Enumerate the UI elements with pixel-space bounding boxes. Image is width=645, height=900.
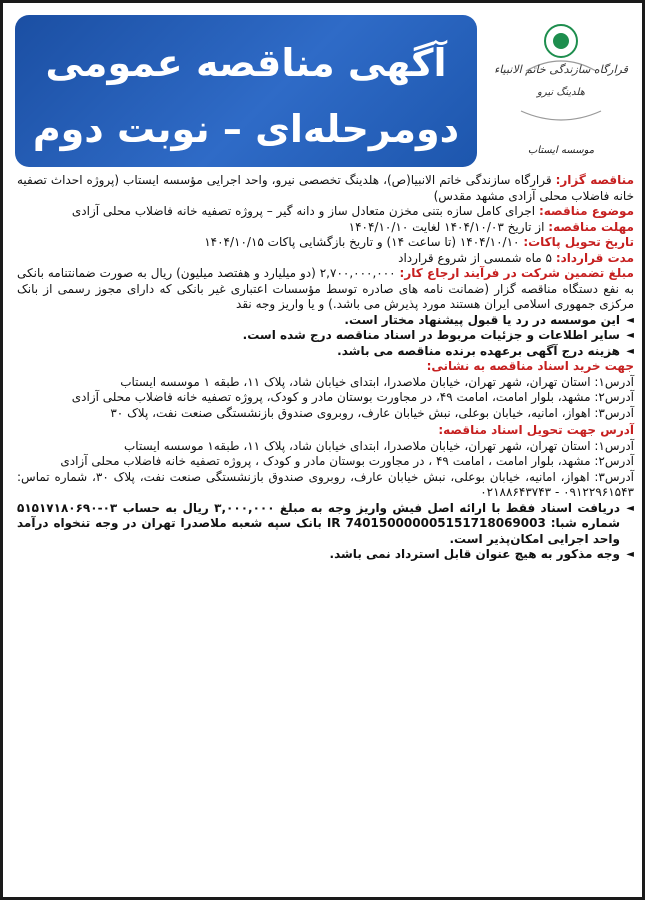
delivery-address-2: آدرس۲: مشهد، بلوار امامت ، امامت ۴۹ ، در مجاورت بوستان مادر و کودک ، پروژه تصفیه خانه فاضلاب محلی آزادی <box>60 454 634 468</box>
refund-note: ◄ وجه مذکور به هیچ عنوان قابل استرداد نمی باشد. <box>17 547 634 563</box>
bullet-item: ◄ سایر اطلاعات و جزئیات مربوط در اسناد مناقصه درج شده است. <box>17 328 634 344</box>
organizer-row <box>17 173 634 204</box>
bullet-item: ◄ هزینه درج آگهی برعهده برنده مناقصه می باشد. <box>17 344 634 360</box>
guarantee-value: ۲,۷۰۰,۰۰۰,۰۰۰ (دو میلیارد و هفتصد میلیون) ریال به صورت ضمانتنامه بانکی به نفع دستگاه مناقصه گزار (ضمانت نامه های صادره توسط مؤسسات اعتباری غیر بانکی که دارای مجوز رسمی از بانک مرکزی جمهوری اسلامی ایران هستند مورد پذیرش می باشد.) و یا واریز وجه نقد <box>17 266 634 311</box>
emblem-icon <box>496 11 626 141</box>
deadline-value: از تاریخ ۱۴۰۴/۱۰/۰۳ لغایت ۱۴۰۴/۱۰/۱۰ <box>348 219 545 234</box>
delivery-address-1: آدرس۱: استان تهران، شهر تهران، خیابان ملاصدرا، ابتدای خیابان شاد، پلاک ۱۱، طبقه۱ موسسه ایستاب <box>124 438 634 453</box>
title-line-2: دومرحله‌ای – نوبت دوم <box>32 107 460 151</box>
notice-body <box>17 173 634 563</box>
payment-note: ◄ دریافت اسناد فقط با ارائه اصل فیش واریز وجه به مبلغ ۳,۰۰۰,۰۰۰ ریال به حساب ۰۳-۵۱۵۱۷۱۸۰۶۹۰ شماره شبا: IR 740150000005151718069003 بانک سپه شعبه ملاصدرا تهران در وجه تنخواه درآمد واحد اجرایی امکان‌پذیر است. <box>17 501 634 548</box>
subject-label: موضوع مناقصه: <box>538 204 634 218</box>
subject-value: اجرای کامل سازه بتنی مخزن متعادل ساز و دانه گیر – پروژه تصفیه خانه فاضلاب محلی آزادی <box>71 204 536 218</box>
deadline-label: مهلت مناقصه: <box>548 219 634 234</box>
subject-row <box>17 204 634 220</box>
organizer-value: قرارگاه سازندگی خاتم الانبیا(ص)، هلدینگ تخصصی نیرو، واحد اجرایی مؤسسه ایستاب (پروژه احداث تصفیه خانه فاضلاب محلی آزادی مشهد مقدس) <box>17 173 634 203</box>
title-line-1: آگهی مناقصه عمومی <box>45 41 447 85</box>
purchase-address-2: آدرس۲: مشهد، بلوار امامت، امامت ۴۹، در مجاورت بوستان مادر و کودک، پروژه تصفیه خانه فاضلاب محلی آزادی <box>71 390 634 404</box>
contract-duration-row <box>17 251 634 267</box>
contract-duration-label: مدت قرارداد: <box>555 250 634 265</box>
bullet-item: ◄ این موسسه در رد یا قبول پیشنهاد مختار است. <box>17 313 634 329</box>
delivery-address-3: آدرس۳: اهواز، امانیه، خیابان بوعلی، نبش خیابان عارف، روبروی صندوق بازنشستگی صنعت نفت، پلاک ۳۰، شماره تماس: ۰۹۱۲۲۹۶۱۵۴۳ - ۰۲۱۸۸۶۴۳۷۴۳ <box>17 469 634 499</box>
logo-text-1: قرارگاه سازندگی خاتم الانبیاء <box>494 63 628 76</box>
guarantee-label: مبلغ تضمین شرکت در فرآیند ارجاع کار: <box>399 266 634 280</box>
guarantee-row <box>17 266 634 313</box>
purchase-address-1: آدرس۱: استان تهران، شهر تهران، خیابان ملاصدرا، ابتدای خیابان شاد، پلاک ۱۱، طبقه ۱ موسسه ایستاب <box>120 374 634 389</box>
delivery-date-row <box>17 235 634 251</box>
logo-text-3: موسسه ایستاب <box>527 145 595 156</box>
delivery-heading: آدرس جهت تحویل اسناد مناقصه: <box>438 423 634 437</box>
notice-header <box>15 11 636 169</box>
delivery-date-label: تاریخ تحویل پاکات: <box>523 235 634 249</box>
title-banner <box>15 15 477 167</box>
deadline-row <box>17 220 634 236</box>
logo-text-2: هلدینگ نیرو <box>537 87 585 98</box>
purchase-heading: جهت خرید اسناد مناقصه به نشانی: <box>426 359 634 373</box>
purchase-address-3: آدرس۳: اهواز، امانیه، خیابان بوعلی، نبش خیابان عارف، روبروی صندوق بازنشستگی صنعت نفت، پلاک ۳۰ <box>110 405 634 420</box>
organizer-label: مناقصه گزار: <box>555 173 635 187</box>
contract-duration-value: ۵ ماه شمسی از شروع قرارداد <box>398 250 552 265</box>
delivery-date-value: ۱۴۰۴/۱۰/۱۰ (تا ساعت ۱۴) و تاریخ بازگشایی پاکات ۱۴۰۴/۱۰/۱۵ <box>204 235 520 249</box>
organization-logo <box>486 11 636 169</box>
